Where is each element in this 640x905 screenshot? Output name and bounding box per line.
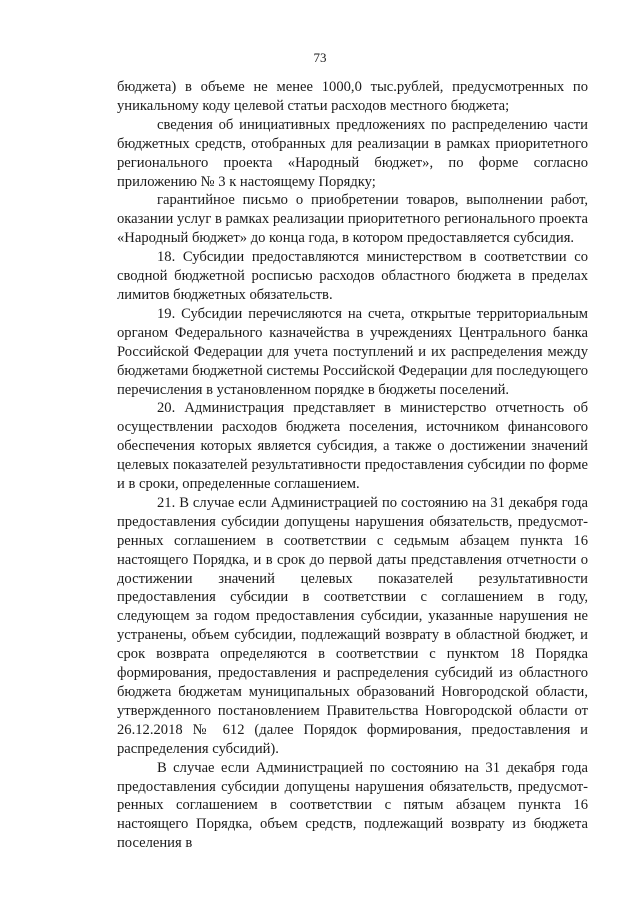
paragraph-item-20: 20. Администрация представляет в министерство отчетность об осуществлении расходов бюджета поселения, источником финансового обеспечения которых является субсидия, а также о достижении значений целевых показателей результативности предоставления субсидии по форме и в сроки, определенные соглашением. <box>117 400 588 493</box>
paragraph-initiative-proposals: сведения об инициативных предложениях по распределению части бюджетных средств, отобранных для реализации в рамках приоритетного регионального проекта «Народный бюджет», по форме согласно приложению № 3 к настоящему Порядку; <box>117 116 588 190</box>
paragraph-budget-volume: бюджета) в объеме не менее 1000,0 тыс.рублей, предусмотренных по уникальному коду целевой статьи расходов местного бюджета; <box>117 79 588 114</box>
page-number: 73 <box>313 50 327 65</box>
paragraph-violation-case: В случае если Администрацией по состоянию на 31 декабря года предоставления субсидии допущены нарушения обязательств, предусмотренных соглашением в соответствии с пятым абзацем пункта 16 настоящего Порядка, объем средств, подлежащий возврату из бюджета поселения в <box>117 759 588 852</box>
document-body <box>117 78 588 853</box>
paragraph-item-21: 21. В случае если Администрацией по состоянию на 31 декабря года предоставления субсидии допущены нарушения обязательств, предусмотренных соглашением в соответствии с седьмым абзацем пункта 16 настоящего Порядка, и в срок до первой даты представления отчетности о достижении значений целевых показателей результативности предоставления субсидии в соответствии с соглашением в году, следующем за годом предоставления субсидии, указанные нарушения не устранены, объем субсидии, подлежащий возврату в областной бюджет, и срок возврата определяются в соответствии с пунктом 18 Порядка формирования, предоставления и распределения субсидий из областного бюджета бюджетам муниципальных образований Новгородской области, утвержденного постановлением Правительства Новгородской области от 26.12.2018 № 612 (далее Порядок формирования, предоставления и распределения субсидий). <box>117 494 588 757</box>
paragraph-guarantee-letter: гарантийное письмо о приобретении товаров, выполнении работ, оказании услуг в рамках реализации приоритетного регионального проекта «Народный бюджет» до конца года, в котором предоставляется субсидия. <box>117 192 588 247</box>
paragraph-item-19: 19. Субсидии перечисляются на счета, открытые территориальным органом Федерального казначейства в учреждениях Центрального банка Российской Федерации для учета поступлений и их распределения между бюджетами бюджетной системы Российской Федерации для последующего перечисления в установленном порядке в бюджеты поселений. <box>117 305 588 398</box>
paragraph-item-18: 18. Субсидии предоставляются министерством в соответствии со сводной бюджетной росписью расходов областного бюджета в пределах лимитов бюджетных обязательств. <box>117 249 588 303</box>
